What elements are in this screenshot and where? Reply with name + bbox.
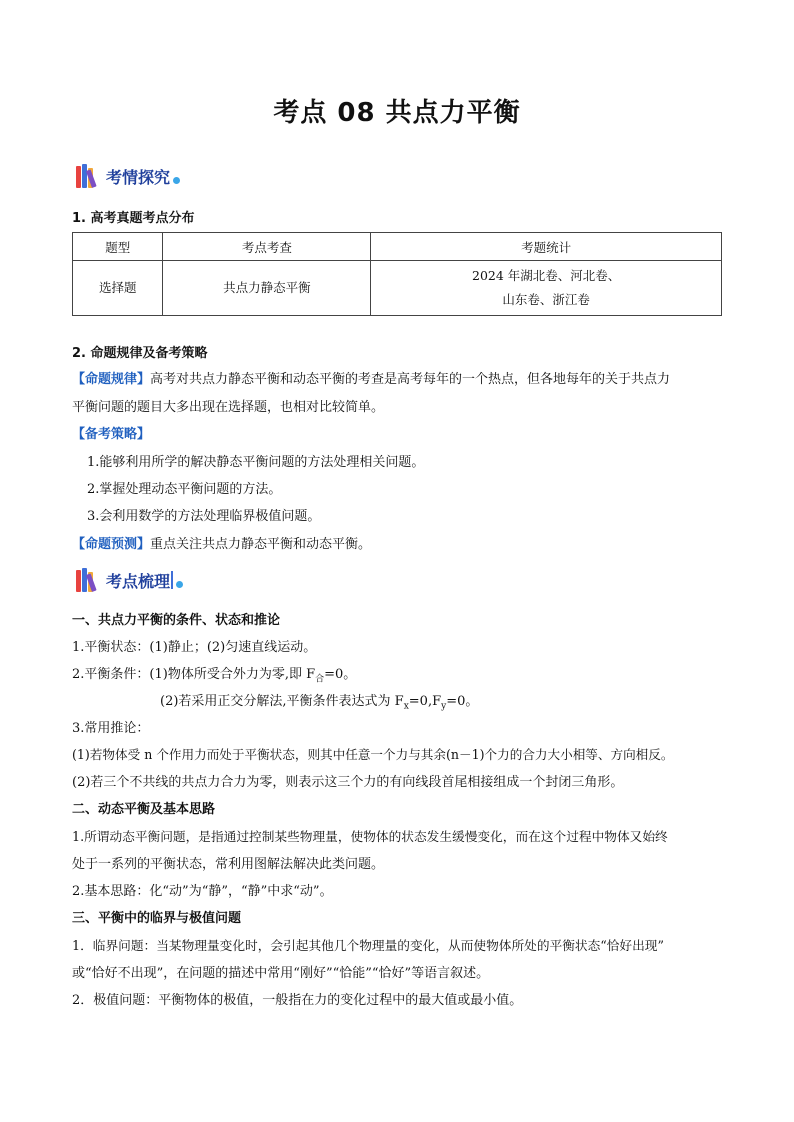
cond2-mid: =0,F (408, 694, 442, 709)
page-title: 考点 08 共点力平衡 (273, 98, 521, 128)
table-cell-stats (371, 261, 722, 316)
part2-heading: 二、动态平衡及基本思路 (72, 802, 216, 817)
part3-paragraph-2: 2．极值问题：平衡物体的极值，一般指在力的变化过程中的最大值或最小值。 (72, 993, 523, 1008)
inference-2: (2)若三个不共线的共点力合力为零，则表示这三个力的有向线段首尾相接组成一个封闭三角形。 (72, 775, 624, 790)
table-header-row (73, 233, 722, 261)
strategy-item: 2.掌握处理动态平衡问题的方法。 (87, 482, 282, 497)
badge-label: 考点梳理 (106, 571, 171, 591)
part3-paragraph-1a: 1．临界问题：当某物理量变化时，会引起其他几个物理量的变化，从而使物体所处的平衡状态“恰好出现” (72, 938, 664, 953)
predict-tag: 【命题预测】 (72, 537, 151, 552)
cond2-sub-y: y (441, 701, 447, 712)
section-badge-exam-analysis (76, 161, 180, 191)
cond2-post: =0。 (446, 694, 479, 709)
cond1-post: =0。 (324, 667, 357, 682)
balance-condition-2 (160, 690, 478, 712)
strategy-item: 3.会利用数学的方法处理临界极值问题。 (87, 509, 321, 524)
dot-icon (173, 177, 180, 184)
books-icon (76, 568, 102, 592)
exam-distribution-table (72, 232, 722, 316)
part3-paragraph-1b: 或“恰好不出现”，在问题的描述中常用“刚好”“恰能”“恰好”等语言叙述。 (72, 966, 490, 981)
part2-paragraph-1b: 处于一系列的平衡状态，常利用图解法解决此类问题。 (72, 857, 385, 872)
table-cell: 选择题 (73, 261, 163, 316)
text-cursor-icon (171, 571, 173, 589)
table-header: 题型 (73, 233, 163, 261)
badge-label: 考情探究 (106, 167, 171, 187)
cond2-text: (2)若采用正交分解法,平衡条件表达式为 F (160, 694, 404, 709)
table-cell: 共点力静态平衡 (163, 261, 371, 316)
part2-paragraph-1a: 1.所谓动态平衡问题，是指通过控制某些物理量，使物体的状态发生缓慢变化，而在这个过程中物体又始终 (72, 829, 668, 844)
stat-line: 山东卷、浙江卷 (502, 292, 590, 307)
part2-paragraph-2: 2.基本思路：化“动”为“静”，“静”中求“动”。 (72, 884, 333, 899)
cond1-text: 2.平衡条件：(1)物体所受合外力为零,即 F (72, 667, 316, 682)
strategy-item: 1.能够利用所学的解决静态平衡问题的方法处理相关问题。 (87, 455, 425, 470)
cond1-sub: 合 (315, 674, 325, 685)
predict-paragraph (72, 533, 371, 552)
balance-condition-1 (72, 663, 356, 685)
inference-1: (1)若物体受 n 个作用力而处于平衡状态，则其中任意一个力与其余(n－1)个力的合力大小相等、方向相反。 (72, 747, 674, 762)
table-row (73, 261, 722, 316)
dot-icon (176, 581, 183, 588)
strategy-tag: 【备考策略】 (72, 427, 151, 442)
books-icon (76, 164, 102, 188)
rule-text: 高考对共点力静态平衡和动态平衡的考查是高考每年的一个热点，但各地每年的关于共点力 (150, 372, 671, 387)
part1-heading: 一、共点力平衡的条件、状态和推论 (72, 613, 281, 628)
table-header: 考题统计 (371, 233, 722, 261)
section-heading-strategy: 2. 命题规律及备考策略 (72, 346, 208, 361)
inference-heading: 3.常用推论： (72, 721, 150, 736)
rule-paragraph (72, 368, 670, 387)
rule-tag: 【命题规律】 (72, 372, 151, 387)
part3-heading: 三、平衡中的临界与极值问题 (72, 911, 242, 926)
predict-text: 重点关注共点力静态平衡和动态平衡。 (150, 537, 372, 552)
stat-line: 2024 年湖北卷、河北卷、 (472, 268, 621, 283)
balance-state: 1.平衡状态：(1)静止；(2)匀速直线运动。 (72, 640, 317, 655)
section-badge-key-points (76, 565, 183, 595)
cond2-sub-x: x (403, 701, 409, 712)
rule-text-cont: 平衡问题的题目大多出现在选择题，也相对比较简单。 (72, 400, 385, 415)
table-header: 考点考查 (163, 233, 371, 261)
section-heading-distribution: 1. 高考真题考点分布 (72, 211, 195, 226)
